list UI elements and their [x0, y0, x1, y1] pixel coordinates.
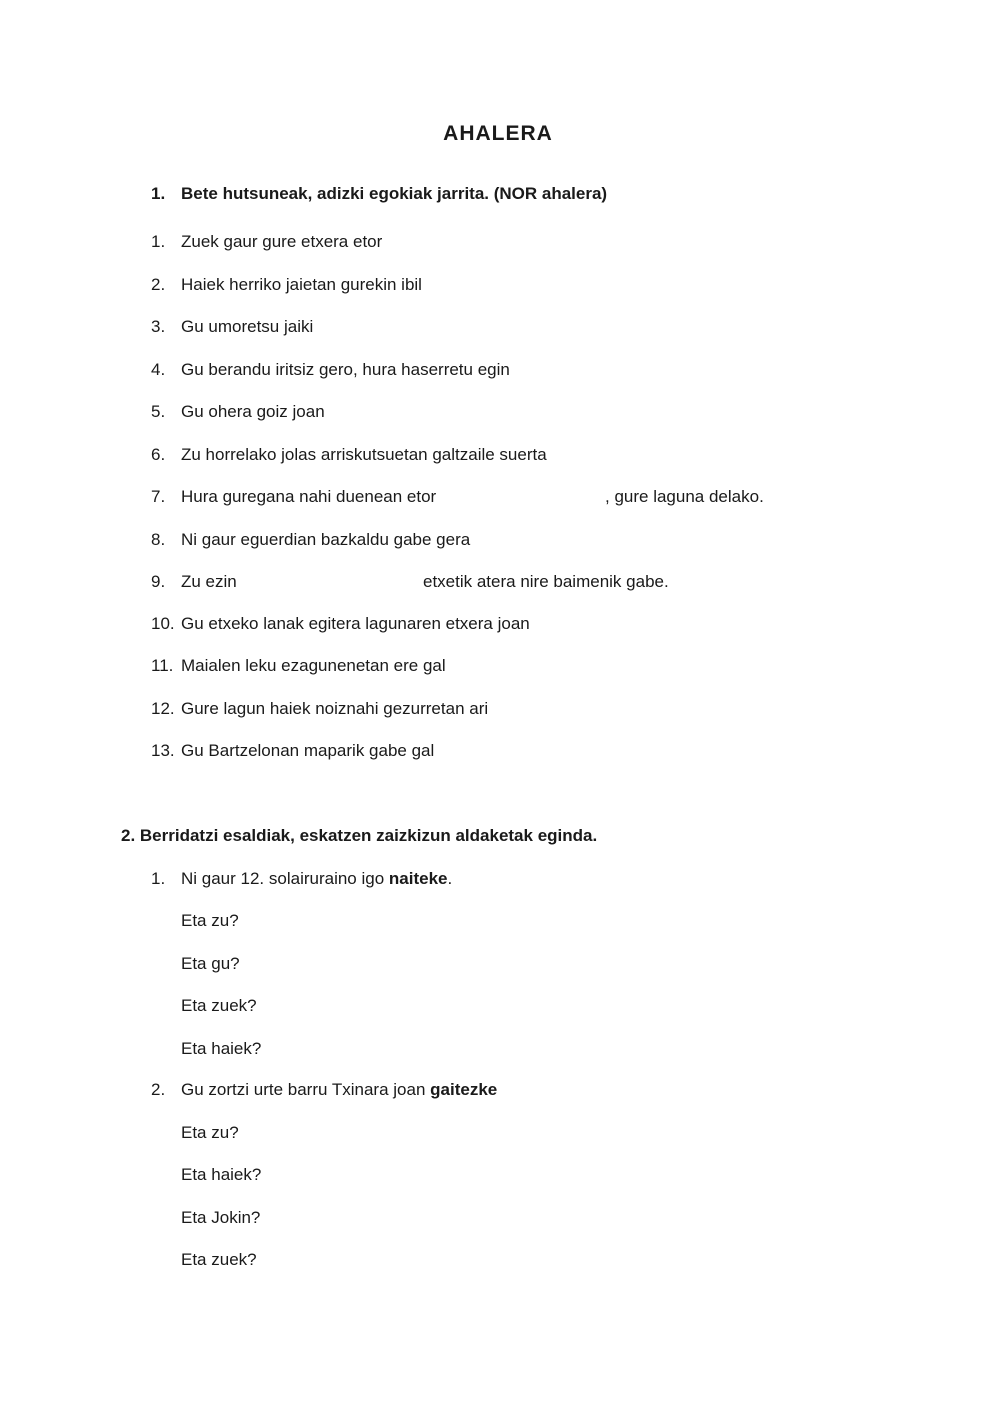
item-sentence	[181, 869, 452, 889]
item-number: 11.	[151, 656, 174, 675]
item-number: 5.	[151, 402, 166, 421]
rewrite-prompt: Eta zu?	[181, 911, 239, 930]
rewrite-prompt: Eta zuek?	[181, 1250, 257, 1269]
item-number: 10.	[151, 614, 175, 633]
section1-heading	[151, 184, 608, 204]
rewrite-prompt: Eta haiek?	[181, 1039, 262, 1058]
item-text: Maialen leku ezagunenetan ere gal	[181, 656, 446, 675]
item-number: 2.	[151, 1080, 166, 1099]
item-text: Gu Bartzelonan maparik gabe gal	[181, 741, 435, 760]
rewrite-prompt: Eta Jokin?	[181, 1208, 261, 1227]
rewrite-prompt: Eta haiek?	[181, 1165, 262, 1184]
section2-heading: 2. Berridatzi esaldiak, eskatzen zaizkizun aldaketak eginda.	[121, 826, 598, 845]
item-bold-verb: naiteke	[388, 869, 448, 888]
item-text: Ni gaur 12. solairuraino igo	[181, 869, 389, 888]
item-number: 4.	[151, 360, 166, 379]
item-text: Gu zortzi urte barru Txinara joan	[181, 1080, 431, 1099]
item-number: 9.	[151, 572, 166, 591]
item-text: Zuek gaur gure etxera etor	[181, 232, 383, 251]
item-number: 2.	[151, 275, 166, 294]
item-number: 1.	[151, 232, 166, 251]
item-text: Gu umoretsu jaiki	[181, 317, 314, 336]
item-number: 12.	[151, 699, 175, 718]
item-sentence	[181, 1080, 497, 1100]
item-text: Gu ohera goiz joan	[181, 402, 325, 421]
rewrite-prompt: Eta zu?	[181, 1123, 239, 1142]
item-number: 8.	[151, 530, 166, 549]
item-text: Zu horrelako jolas arriskutsuetan galtzaile suerta	[181, 445, 547, 464]
item-text: Gu etxeko lanak egitera lagunaren etxera joan	[181, 614, 530, 633]
item-text: Gu berandu iritsiz gero, hura haserretu egin	[181, 360, 510, 379]
rewrite-prompt: Eta gu?	[181, 954, 240, 973]
item-text: Zu ezin	[181, 572, 237, 591]
item-text: Gure lagun haiek noiznahi gezurretan ari	[181, 699, 489, 718]
section1-number: 1.	[151, 184, 166, 203]
item-number: 6.	[151, 445, 166, 464]
item-text-after-blank: etxetik atera nire baimenik gabe.	[423, 572, 669, 591]
item-end: .	[447, 869, 453, 888]
rewrite-prompt: Eta zuek?	[181, 996, 257, 1015]
item-text-after-blank: , gure laguna delako.	[605, 487, 764, 506]
item-number: 13.	[151, 741, 175, 760]
page-title: AHALERA	[443, 122, 553, 145]
item-text: Haiek herriko jaietan gurekin ibil	[181, 275, 422, 294]
item-number: 3.	[151, 317, 166, 336]
item-text: Hura guregana nahi duenean etor	[181, 487, 437, 506]
item-bold-verb: gaitezke	[430, 1080, 498, 1099]
item-number: 1.	[151, 869, 166, 888]
section1-heading-text: Bete hutsuneak, adizki egokiak jarrita. (NOR ahalera)	[181, 184, 608, 203]
item-number: 7.	[151, 487, 166, 506]
item-text: Ni gaur eguerdian bazkaldu gabe gera	[181, 530, 471, 549]
